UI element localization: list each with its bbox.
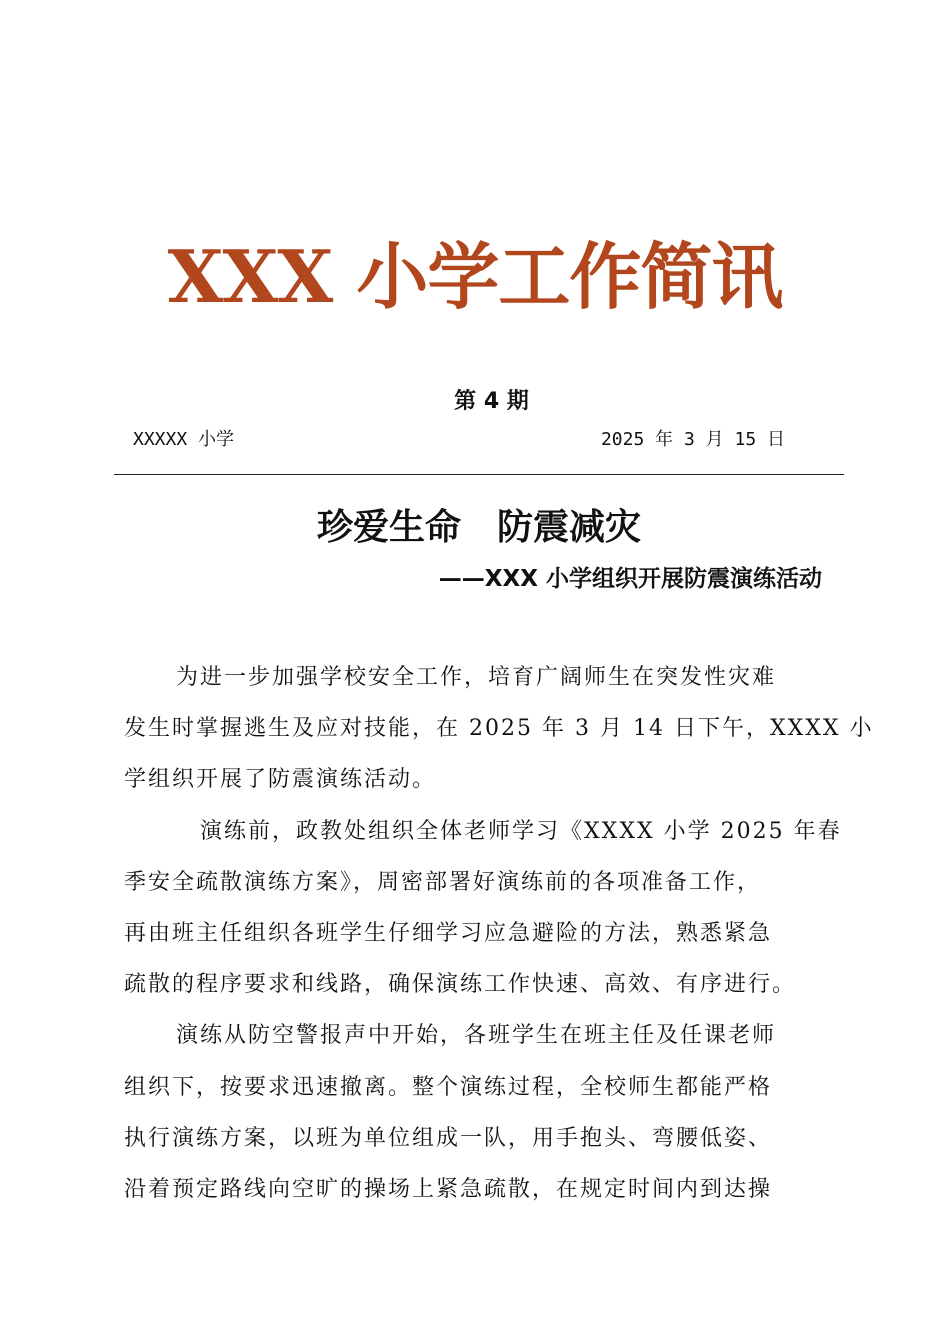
body-line: 演练从防空警报声中开始，各班学生在班主任及任课老师 — [176, 1023, 777, 1049]
issue-number: 第 4 期 — [454, 389, 529, 414]
body-line: 为进一步加强学校安全工作，培育广阔师生在突发性灾难 — [176, 665, 777, 690]
article-body — [124, 656, 874, 1219]
masthead-title: XXX 小学工作简讯 — [167, 234, 783, 319]
body-line: 沿着预定路线向空旷的操场上紧急疏散，在规定时间内到达操 — [124, 1176, 773, 1202]
body-line: 学组织开展了防震演练活动。 — [124, 767, 437, 793]
publish-date: 2025 年 3 月 15 日 — [600, 429, 785, 450]
body-line: 发生时掌握逃生及应对技能，在 2025 年 3 月 14 日下午，XXXX 小 — [124, 716, 874, 742]
header-divider — [114, 474, 844, 475]
meta-row — [133, 426, 785, 454]
article-title: 珍爱生命 防震减灾 — [316, 507, 641, 548]
body-line: 组织下，按要求迅速撤离。整个演练过程，全校师生都能严格 — [124, 1074, 773, 1100]
body-line: 季安全疏散演练方案》，周密部署好演练前的各项准备工作， — [124, 869, 762, 895]
body-line: 演练前，政教处组织全体老师学习《XXXX 小学 2025 年春 — [200, 818, 842, 844]
body-line: 再由班主任组织各班学生仔细学习应急避险的方法，熟悉紧急 — [124, 920, 773, 946]
article-subtitle: ——XXX 小学组织开展防震演练活动 — [438, 566, 822, 592]
body-line: 疏散的程序要求和线路，确保演练工作快速、高效、有序进行。 — [124, 972, 797, 998]
school-name: XXXXX 小学 — [133, 429, 235, 450]
body-line: 执行演练方案，以班为单位组成一队，用手抱头、弯腰低姿、 — [124, 1125, 773, 1151]
